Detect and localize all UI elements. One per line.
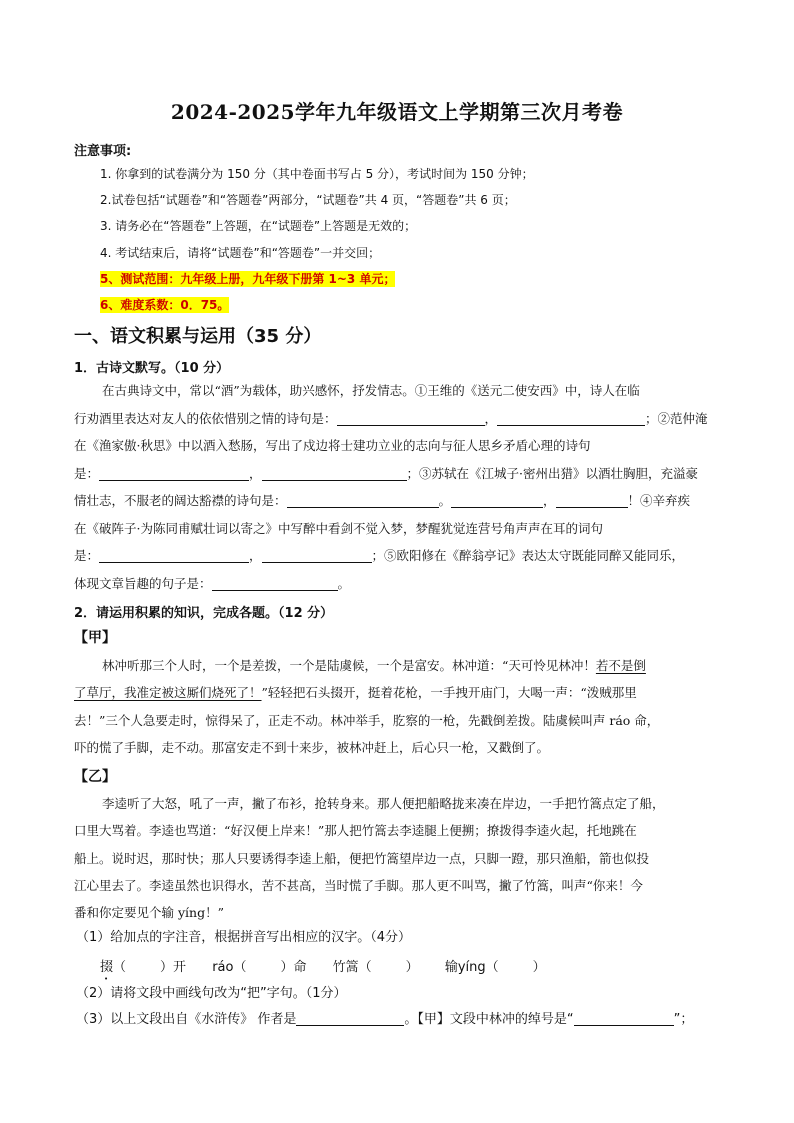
notice-item: 2.试卷包括“试题卷”和“答题卷”两部分，“试题卷”共 4 页，“答题卷”共 6 页； <box>100 193 516 207</box>
underlined-sentence: 了草厅，我准定被这厮们烧死了！ <box>74 685 262 700</box>
section-heading: 一、语文积累与运用（35 分） <box>74 326 322 347</box>
text: 。【甲】文段中林冲的绰号是“ <box>404 1012 574 1027</box>
text: 是： <box>74 548 100 563</box>
text: ， <box>484 411 498 426</box>
text: ；②范仲淹 <box>645 411 708 426</box>
answer-blank[interactable] <box>556 493 628 508</box>
passage-line: 在《破阵子·为陈同甫赋壮词以寄之》中写醉中看剑不觉入梦，梦醒犹觉连营号角声声在耳的词句 <box>74 521 603 536</box>
text: ；⑤欧阳修在《醉翁亭记》表达太守既能同醉又能同乐， <box>371 548 685 563</box>
notice-item-highlight <box>100 271 395 287</box>
underlined-sentence: 若不是倒 <box>595 658 646 673</box>
answer-blank[interactable] <box>287 493 439 508</box>
answer-blank[interactable] <box>212 576 338 591</box>
answer-blank[interactable] <box>499 960 533 974</box>
passage-line: 吓的慌了手脚，走不动。那富安走不到十来步，被林冲赶上，后心只一枪，又戳倒了。 <box>74 740 550 755</box>
passage-line: 船上。说时迟，那时快；那人只要诱得李逵上船，便把竹篙望岸边一点，只脚一蹬，那只渔船，箭也似投 <box>74 851 650 866</box>
passage-line: 番和你定要见个输 yíng！” <box>74 905 224 920</box>
answer-blank[interactable] <box>262 548 372 563</box>
passage-line: 江心里去了。李逵虽然也识得水，苦不甚高，当时慌了手脚。那人更不叫骂，撇了竹篙，叫声“你来！今 <box>74 878 643 893</box>
passage-line: 去！”三个人急要走时，惊得呆了，正走不动。林冲举手，肐察的一枪，先戳倒差拨。陆虞候叫声 ráo 命， <box>74 713 660 728</box>
passage-line <box>74 465 724 483</box>
sub-question: （2）请将文段中画线句改为“把”字句。（1分） <box>76 986 347 1001</box>
text: （3）以上文段出自《水浒传》 作者是 <box>76 1012 297 1027</box>
notice-heading: 注意事项: <box>74 144 132 159</box>
answer-blank[interactable] <box>99 548 249 563</box>
sub-question: （1）给加点的字注音，根据拼音写出相应的汉字。（4分） <box>76 930 412 945</box>
pinyin-text: 输yíng <box>444 960 486 975</box>
text: 林冲听那三个人时，一个是差拨，一个是陆虞候，一个是富安。林冲道：“天可怜见林冲！ <box>102 658 596 673</box>
text: ！④辛弃疾 <box>627 493 691 508</box>
answer-blank[interactable] <box>337 411 485 426</box>
answer-blank[interactable] <box>497 411 645 426</box>
answer-blank[interactable] <box>262 466 407 481</box>
passage-line <box>74 684 724 702</box>
passage-line: 李逵听了大怒，吼了一声，撇了布衫，抢转身来。那人便把船略拢来凑在岸边，一手把竹篙点定了船， <box>102 796 665 811</box>
passage-line <box>74 575 724 593</box>
passage-label: 【乙】 <box>74 769 116 785</box>
notice-item-highlight <box>100 297 229 313</box>
text: ；③苏轼在《江城子·密州出猎》以酒壮胸胆，充溢豪 <box>406 466 699 481</box>
text: 。 <box>438 493 452 508</box>
question-heading: 1．古诗文默写。（10 分） <box>74 361 230 376</box>
fill-item: 输yíng（ ） <box>444 960 546 975</box>
text: ”轻轻把石头掇开，挺着花枪，一手拽开庙门，大喝一声：“泼贼那里 <box>261 685 637 700</box>
answer-blank[interactable] <box>296 1011 404 1026</box>
text: 行劝酒里表达对友人的依依惜别之情的诗句是： <box>74 411 337 426</box>
text: 是： <box>74 466 100 481</box>
notice-item: 4. 考试结束后，请将“试题卷”和“答题卷”一并交回； <box>100 246 381 260</box>
passage-line <box>74 492 724 510</box>
sub-question <box>76 1011 693 1029</box>
pinyin-text: ráo <box>212 960 234 975</box>
passage-line <box>102 657 724 675</box>
text: ） <box>532 960 546 975</box>
text: 。 <box>337 576 351 591</box>
text: 体现文章旨趣的句子是： <box>74 576 212 591</box>
pinyin-fill-row <box>100 956 568 983</box>
text: ） <box>405 960 419 975</box>
answer-blank[interactable] <box>126 960 160 974</box>
answer-blank[interactable] <box>451 493 543 508</box>
highlighted-text: 6、难度系数：0．75。 <box>100 298 230 312</box>
text: ， <box>249 548 262 563</box>
answer-blank[interactable] <box>574 1011 674 1026</box>
text: ”； <box>673 1012 694 1027</box>
fill-item: 竹篙（ ） <box>332 960 419 975</box>
text: ， <box>543 493 556 508</box>
answer-blank[interactable] <box>372 960 406 974</box>
text: ）开 <box>160 960 187 975</box>
highlighted-text: 5、测试范围：九年级上册，九年级下册第 1~3 单元； <box>100 272 396 286</box>
dotted-char: 竹篙 <box>332 960 359 975</box>
passage-line: 在古典诗文中，常以“酒”为载体，助兴感怀，抒发情志。①王维的《送元二使安西》中，诗人在临 <box>102 383 640 398</box>
page-title: 2024-2025学年九年级语文上学期第三次月考卷 <box>170 100 624 124</box>
text: 情壮志，不服老的阔达豁襟的诗句是： <box>74 493 287 508</box>
question-heading: 2．请运用积累的知识，完成各题。（12 分） <box>74 606 334 621</box>
text: ）命 <box>280 960 307 975</box>
dotted-char: 掇 <box>100 960 114 975</box>
passage-label: 【甲】 <box>74 630 116 646</box>
fill-item: ráo（ ）命 <box>212 960 307 975</box>
passage-line: 口里大骂着。李逵也骂道：“好汉便上岸来！”那人把竹篙去李逵腿上便搠；撩拨得李逵火起，托地跳在 <box>74 823 637 838</box>
notice-item: 3. 请务必在“答题卷”上答题，在“试题卷”上答题是无效的； <box>100 219 417 233</box>
answer-blank[interactable] <box>99 466 249 481</box>
fill-item: 掇（ ）开 <box>100 960 187 975</box>
text: ， <box>249 466 262 481</box>
passage-line <box>74 547 724 565</box>
answer-blank[interactable] <box>246 960 280 974</box>
passage-line: 在《渔家傲·秋思》中以酒入愁肠，写出了戍边将士建功立业的志向与征人思乡矛盾心理的诗句 <box>74 438 591 453</box>
notice-item: 1. 你拿到的试卷满分为 150 分（其中卷面书写占 5 分），考试时间为 150 分钟； <box>100 167 534 181</box>
passage-line <box>74 410 724 428</box>
